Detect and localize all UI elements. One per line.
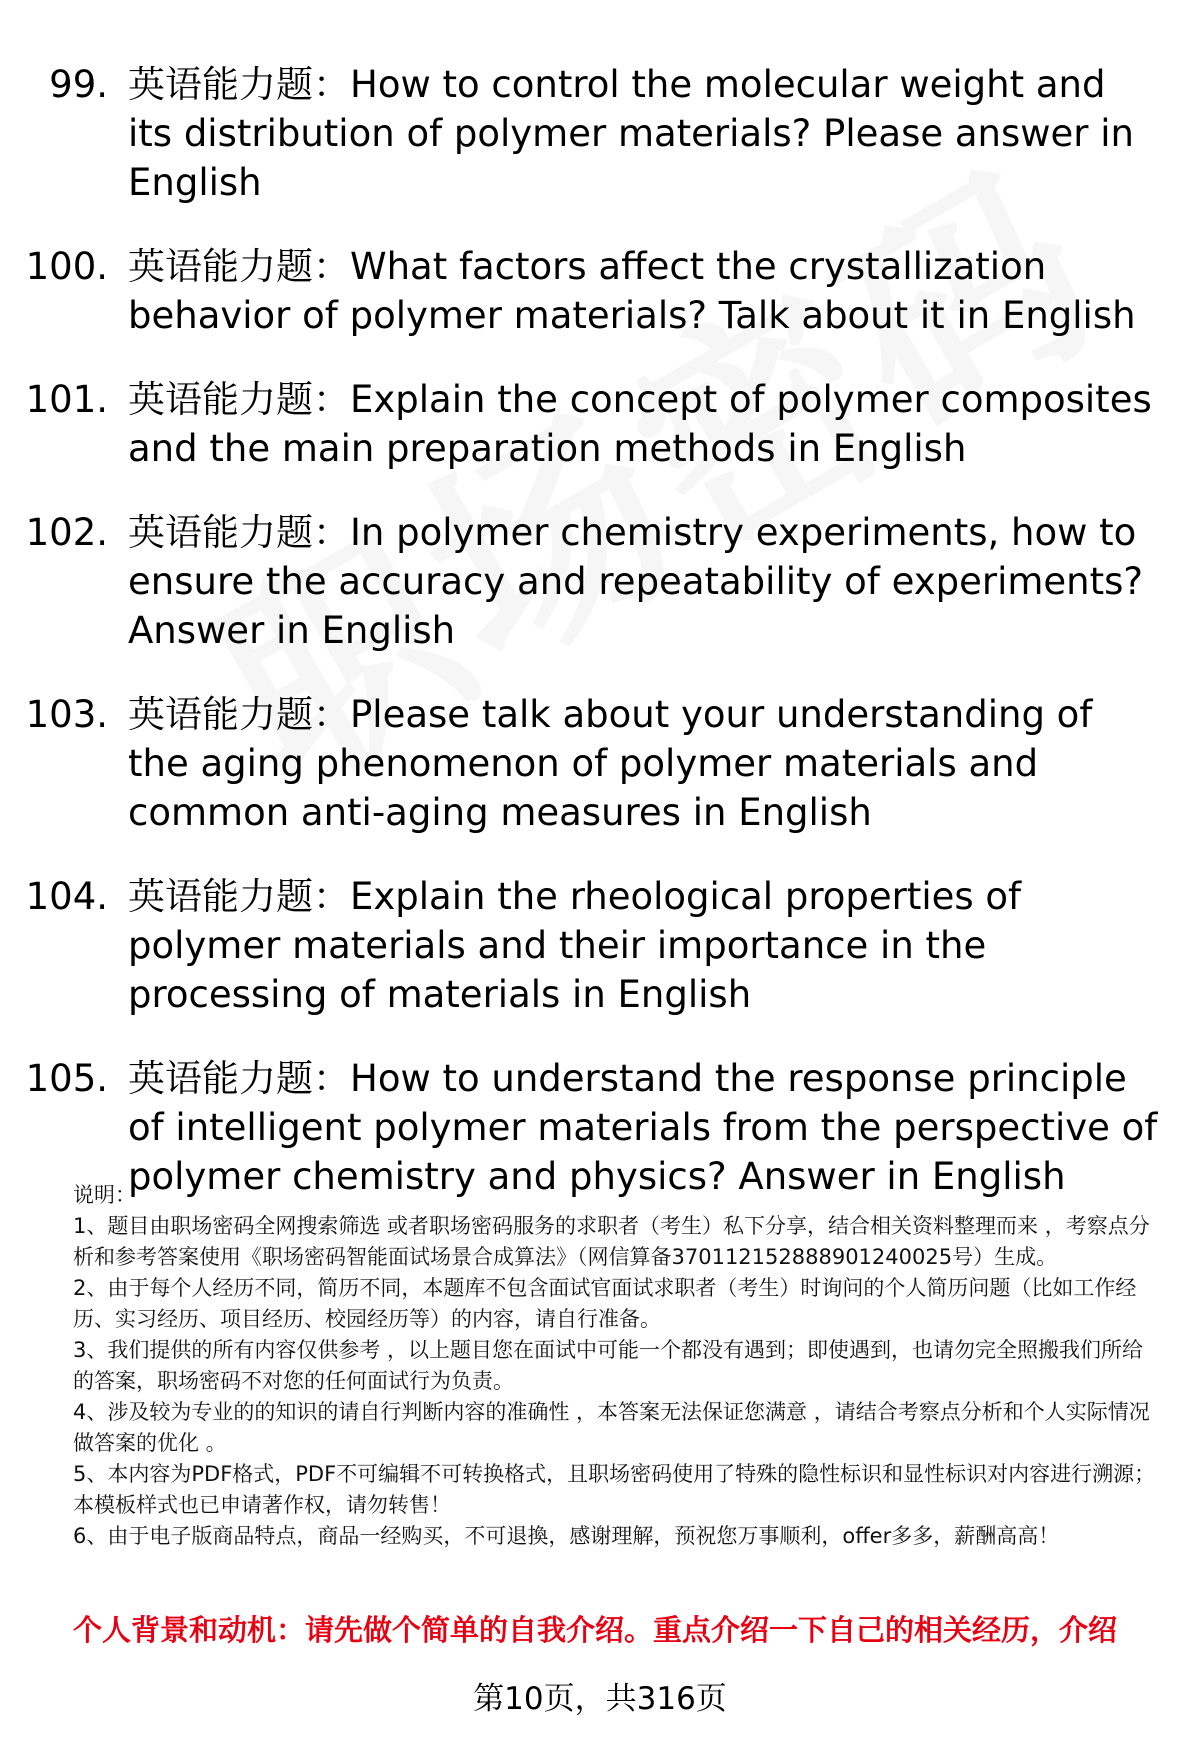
question-item xyxy=(0,872,1200,1019)
question-item xyxy=(0,375,1200,473)
question-number: 101. xyxy=(25,378,108,421)
question-list xyxy=(0,60,1200,1236)
notes-section xyxy=(73,1180,1163,1552)
question-number: 99. xyxy=(49,63,108,106)
note-item: 3、我们提供的所有内容仅供参考 ，以上题目您在面试中可能一个都没有遇到；即使遇到，也请勿完全照搬我们所给的答案，职场密码不对您的任何面试行为负责。 xyxy=(73,1338,1144,1393)
question-item xyxy=(0,690,1200,837)
note-item: 5、本内容为PDF格式，PDF不可编辑不可转换格式，且职场密码使用了特殊的隐性标识和显性标识对内容进行溯源；本模板样式也已申请著作权，请勿转售！ xyxy=(73,1462,1156,1517)
question-label: 英语能力题： xyxy=(128,378,350,421)
question-number: 104. xyxy=(25,875,108,918)
question-body: How to control the molecular weight and its distribution of polymer materials? Please answer in English xyxy=(128,63,1135,204)
question-text xyxy=(128,242,1160,340)
question-text xyxy=(128,60,1160,207)
notes-heading: 说明： xyxy=(73,1183,136,1207)
question-number: 100. xyxy=(25,245,108,288)
question-item xyxy=(0,242,1200,340)
question-body: Explain the rheological properties of polymer materials and their importance in the processing of materials in English xyxy=(128,875,1022,1016)
note-item: 4、涉及较为专业的的知识的请自行判断内容的准确性 ，本答案无法保证您满意 ，请结合考察点分析和个人实际情况做答案的优化 。 xyxy=(73,1400,1150,1455)
question-item xyxy=(0,508,1200,655)
question-body: How to understand the response principle of intelligent polymer materials from the perspective of polymer chemistry and physics? Answer in English xyxy=(128,1057,1158,1198)
question-body: What factors affect the crystallization behavior of polymer materials? Talk about it in English xyxy=(128,245,1136,337)
question-body: Please talk about your understanding of the aging phenomenon of polymer materials and common anti-aging measures in English xyxy=(128,693,1093,834)
question-body: Explain the concept of polymer composites and the main preparation methods in English xyxy=(128,378,1152,470)
question-number: 105. xyxy=(25,1057,108,1100)
question-label: 英语能力题： xyxy=(128,875,350,918)
question-body: In polymer chemistry experiments, how to ensure the accuracy and repeatability of experiments? Answer in English xyxy=(128,511,1144,652)
question-number: 103. xyxy=(25,693,108,736)
question-item xyxy=(0,1054,1200,1201)
note-item: 2、由于每个人经历不同，简历不同，本题库不包含面试官面试求职者（考生）时询问的个人简历问题（比如工作经历、实习经历、项目经历、校园经历等）的内容，请自行准备。 xyxy=(73,1276,1137,1331)
question-number: 102. xyxy=(25,511,108,554)
question-label: 英语能力题： xyxy=(128,63,350,106)
question-item xyxy=(0,60,1200,207)
page-footer: 第10页，共316页 xyxy=(473,1681,727,1717)
question-label: 英语能力题： xyxy=(128,693,350,736)
question-text xyxy=(128,1054,1160,1201)
question-text xyxy=(128,508,1160,655)
note-item: 1、题目由职场密码全网搜索筛选 或者职场密码服务的求职者（考生）私下分享，结合相关资料整理而来 ，考察点分析和参考答案使用《职场密码智能面试场景合成算法》（网信算备370112152888901240025号）生成。 xyxy=(73,1214,1150,1269)
highlight-question: 个人背景和动机：请先做个简单的自我介绍。重点介绍一下自己的相关经历，介绍 xyxy=(73,1613,1118,1647)
question-label: 英语能力题： xyxy=(128,245,350,288)
question-text xyxy=(128,375,1160,473)
question-text xyxy=(128,690,1160,837)
question-label: 英语能力题： xyxy=(128,511,350,554)
question-text xyxy=(128,872,1160,1019)
question-label: 英语能力题： xyxy=(128,1057,350,1100)
note-item: 6、由于电子版商品特点，商品一经购买，不可退換，感谢理解，预祝您万事顺利，offer多多，薪酬高高！ xyxy=(73,1524,1060,1548)
